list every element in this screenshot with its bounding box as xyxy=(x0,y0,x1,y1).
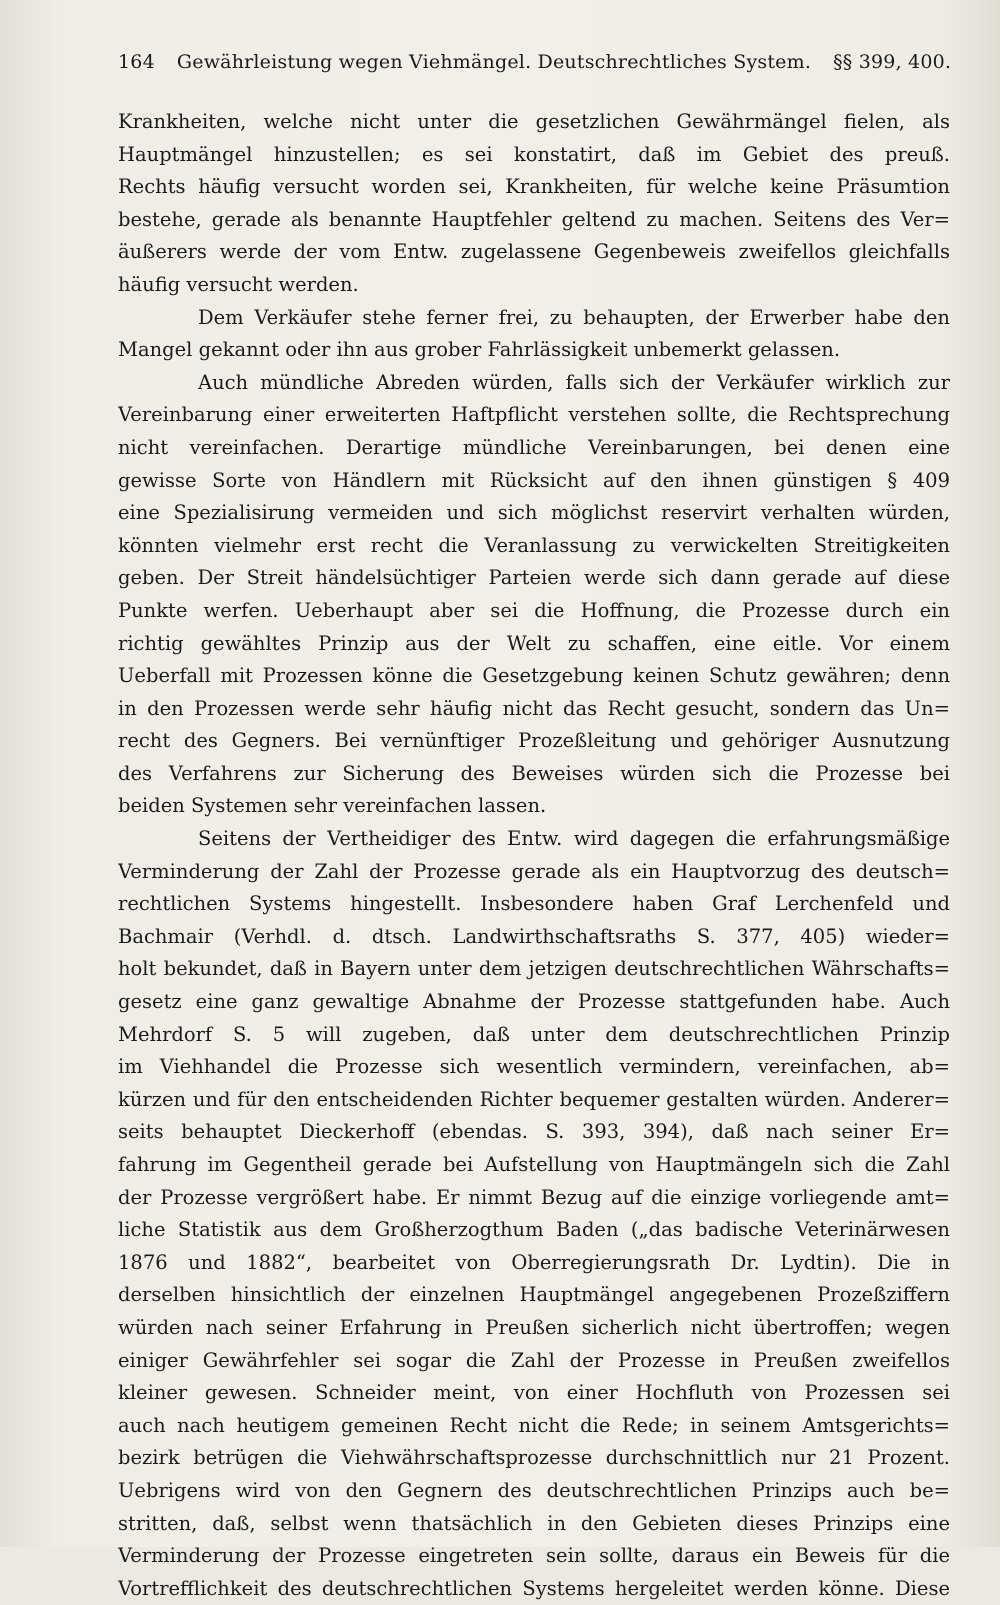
text-line: kürzen und für den entscheidenden Richter bequemer gestalten würden. Anderer= xyxy=(118,1087,950,1111)
text-line: holt bekundet, daß in Bayern unter dem jetzigen deutschrechtlichen Währschafts= xyxy=(118,957,950,981)
text-line: des Verfahrens zur Sicherung des Beweises würden sich die Prozesse bei xyxy=(118,761,950,785)
text-line: Uebrigens wird von den Gegnern des deutschrechtlichen Prinzips auch be= xyxy=(118,1478,950,1502)
text-line: gewisse Sorte von Händlern mit Rücksicht auf den ihnen günstigen § 409 xyxy=(118,468,950,492)
text-line: kleiner gewesen. Schneider meint, von einer Hochfluth von Prozessen sei xyxy=(118,1381,950,1405)
running-head xyxy=(118,44,952,80)
running-title: Gewährleistung wegen Viehmängel. Deutschrechtliches System. xyxy=(176,51,812,73)
text-line: bestehe, gerade als benannte Hauptfehler geltend zu machen. Seitens des Ver= xyxy=(118,207,950,231)
text-line: würden nach seiner Erfahrung in Preußen sicherlich nicht übertroffen; wegen xyxy=(118,1315,950,1339)
text-line: Krankheiten, welche nicht unter die gesetzlichen Gewährmängel fielen, als xyxy=(118,110,950,133)
text-line: Hauptmängel hinzustellen; es sei konstatirt, daß im Gebiet des preuß. xyxy=(118,142,950,166)
text-line: stritten, daß, selbst wenn thatsächlich in den Gebieten dieses Prinzips eine xyxy=(118,1511,950,1535)
text-line: liche Statistik aus dem Großherzogthum Baden („das badische Veterinärwesen xyxy=(118,1218,950,1242)
text-line: Mehrdorf S. 5 will zugeben, daß unter dem deutschrechtlichen Prinzip xyxy=(118,1022,950,1046)
text-line: Bachmair (Verhdl. d. dtsch. Landwirthschaftsraths S. 377, 405) wieder= xyxy=(118,924,950,948)
text-line: Dem Verkäufer stehe ferner frei, zu behaupten, der Erwerber habe den xyxy=(198,305,950,329)
text-line: recht des Gegners. Bei vernünftiger Prozeßleitung und gehöriger Ausnutzung xyxy=(118,729,950,753)
text-line: richtig gewähltes Prinzip aus der Welt zu schaffen, eine eitle. Vor einem xyxy=(118,631,950,655)
text-line: in den Prozessen werde sehr häufig nicht das Recht gesucht, sondern das Un= xyxy=(118,696,950,720)
text-line: im Viehhandel die Prozesse sich wesentlich vermindern, vereinfachen, ab= xyxy=(118,1055,950,1079)
text-line: bezirk betrügen die Viehwährschaftsprozesse durchschnittlich nur 21 Prozent. xyxy=(118,1446,950,1470)
text-line: Ueberfall mit Prozessen könne die Gesetzgebung keinen Schutz gewähren; denn xyxy=(118,664,950,688)
text-line: gesetz eine ganz gewaltige Abnahme der Prozesse stattgefunden habe. Auch xyxy=(118,990,950,1014)
text-line: Seitens der Vertheidiger des Entw. wird dagegen die erfahrungsmäßige xyxy=(198,827,950,851)
text-line: Verminderung der Zahl der Prozesse gerade als ein Hauptvorzug des deutsch= xyxy=(118,859,950,883)
text-line: eine Spezialisirung vermeiden und sich möglichst reservirt verhalten würden, xyxy=(118,501,950,525)
section-reference: §§ 399, 400. xyxy=(833,51,952,73)
text-line: 1876 und 1882“, bearbeitet von Oberregierungsrath Dr. Lydtin). Die in xyxy=(118,1250,950,1274)
text-line: nicht vereinfachen. Derartige mündliche Vereinbarungen, bei denen eine xyxy=(118,435,950,459)
text-line: einiger Gewährfehler sei sogar die Zahl der Prozesse in Preußen zweifellos xyxy=(118,1348,950,1372)
text-line: der Prozesse vergrößert habe. Er nimmt Bezug auf die einzige vorliegende amt= xyxy=(118,1185,950,1209)
text-line: häufig versucht werden. xyxy=(118,272,359,296)
text-line: rechtlichen Systems hingestellt. Insbesondere haben Graf Lerchenfeld und xyxy=(118,892,950,916)
text-line: Rechts häufig versucht worden sei, Krankheiten, für welche keine Präsumtion xyxy=(118,175,950,199)
text-line: Mangel gekannt oder ihn aus grober Fahrlässigkeit unbemerkt gelassen. xyxy=(118,338,841,362)
text-line: Verminderung der Prozesse eingetreten sein sollte, daraus ein Beweis für die xyxy=(118,1544,950,1568)
text-line: beiden Systemen sehr vereinfachen lassen. xyxy=(118,794,547,818)
text-line: seits behauptet Dieckerhoff (ebendas. S. 393, 394), daß nach seiner Er= xyxy=(118,1120,950,1144)
page-number: 164 xyxy=(118,51,155,73)
text-line: derselben hinsichtlich der einzelnen Hauptmängel angegebenen Prozeßziffern xyxy=(118,1283,950,1307)
text-line: geben. Der Streit händelsüchtiger Parteien werde sich dann gerade auf diese xyxy=(118,566,950,590)
text-line: Vortrefflichkeit des deutschrechtlichen Systems hergeleitet werden könne. Diese xyxy=(118,1576,950,1600)
body-text xyxy=(118,106,950,1605)
text-line: könnten vielmehr erst recht die Veranlassung zu verwickelten Streitigkeiten xyxy=(118,533,950,557)
text-line: fahrung im Gegentheil gerade bei Aufstellung von Hauptmängeln sich die Zahl xyxy=(118,1153,950,1176)
text-line: auch nach heutigem gemeinen Recht nicht die Rede; in seinem Amtsgerichts= xyxy=(118,1413,950,1437)
text-line: Vereinbarung einer erweiterten Haftpflicht verstehen sollte, die Rechtsprechung xyxy=(118,403,950,427)
text-line: Punkte werfen. Ueberhaupt aber sei die Hoffnung, die Prozesse durch ein xyxy=(118,598,950,622)
text-line: Auch mündliche Abreden würden, falls sich der Verkäufer wirklich zur xyxy=(198,370,950,394)
text-line: äußerers werde der vom Entw. zugelassene Gegenbeweis zweifellos gleichfalls xyxy=(118,240,950,264)
